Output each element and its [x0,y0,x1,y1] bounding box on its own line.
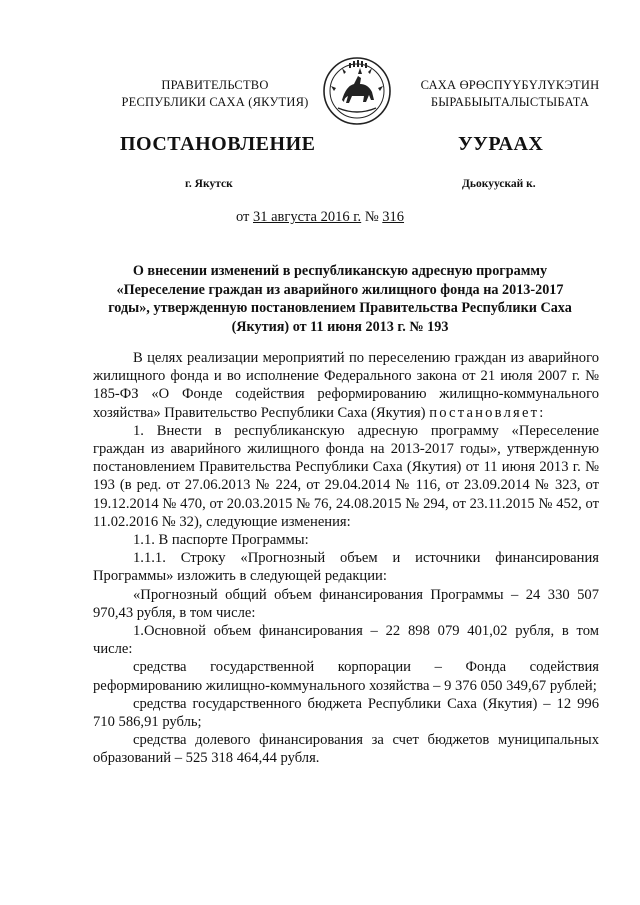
document-body [93,349,599,768]
paragraph-item-1-1-1: 1.1.1. Строку «Прогнозный объем и источники финансирования Программы» изложить в следующей редакции: [93,550,599,585]
document-number: 316 [382,209,405,225]
city-yakut: Дьокуускай к. [462,178,536,190]
paragraph-funding-fund: средства государственной корпорации – Фонда содействия реформированию жилищно-коммунального хозяйства – 9 376 050 349,67 рублей; [93,659,599,694]
document-type-yakut: УУРААХ [458,133,544,155]
coat-of-arms-emblem-icon [322,56,392,126]
city-russian: г. Якутск [185,178,233,190]
header-right-line2: БЫРАБЫЫТАЛЫСТЫБАТА [430,95,590,109]
paragraph-funding-municipal: средства долевого финансирования за счет бюджетов муниципальных образований – 525 318 464,44 рубля. [93,732,599,767]
document-subject: О внесении изменений в республиканскую адресную программу «Переселение граждан из аварийного жилищного фонда на 2013-2017 годы», утвержденную постановлением Правительства Республики Саха (Якутия) от 11 июня 2013 г. № 193 [108,263,572,335]
document-date: 31 августа 2016 г. [253,209,362,225]
government-name-russian [105,77,325,111]
government-name-yakut [395,77,625,111]
paragraph-item-1: 1. Внести в республиканскую адресную программу «Переселение граждан из аварийного жилищного фонда на 2013-2017 годы», утвержденную постановлением Правительства Республики Саха (Якутия) от 11 июня 2013 г. № 193 (в ред. от 27.06.2013 № 224, от 29.04.2014 № 116, от 23.09.2014 № 323, от 19.12.2014 № 470, от 20.03.2015 № 76, 24.08.2015 № 294, от 23.11.2015 № 452, от 11.02.2016 № 32), следующие изменения: [93,422,599,530]
header-right-line1: САХА ӨРӨСПҮҮБҮЛҮКЭТИН [420,78,600,92]
paragraph-item-1-1: 1.1. В паспорте Программы: [133,532,309,549]
decree-word: постановляет: [429,404,546,421]
paragraph-funding-total: «Прогнозный общий объем финансирования Программы – 24 330 507 970,43 рубля, в том числе: [93,586,599,621]
number-prefix: № [361,209,383,225]
paragraph-funding-state-budget: средства государственного бюджета Республики Саха (Якутия) – 12 996 710 586,91 рубль; [93,695,599,731]
paragraph-funding-main: 1.Основной объем финансирования – 22 898 079 401,02 рубля, в том числе: [93,623,599,658]
preamble-text: В целях реализации мероприятий по переселению граждан из аварийного жилищного фонда и во исполнение Федерального закона от 21 июля 2007 г. № 185-ФЗ «О Фонде содействия реформированию жилищно-коммунального хозяйства» Правительство Республики Саха (Якутия) [93,350,599,421]
document-type-russian: ПОСТАНОВЛЕНИЕ [120,133,316,155]
paragraph-preamble [93,349,599,422]
header-left-line2: РЕСПУБЛИКИ САХА (ЯКУТИЯ) [121,95,309,109]
date-prefix: от [235,209,253,225]
header-left-line1: ПРАВИТЕЛЬСТВО [161,78,269,92]
document-date-line [0,209,640,226]
